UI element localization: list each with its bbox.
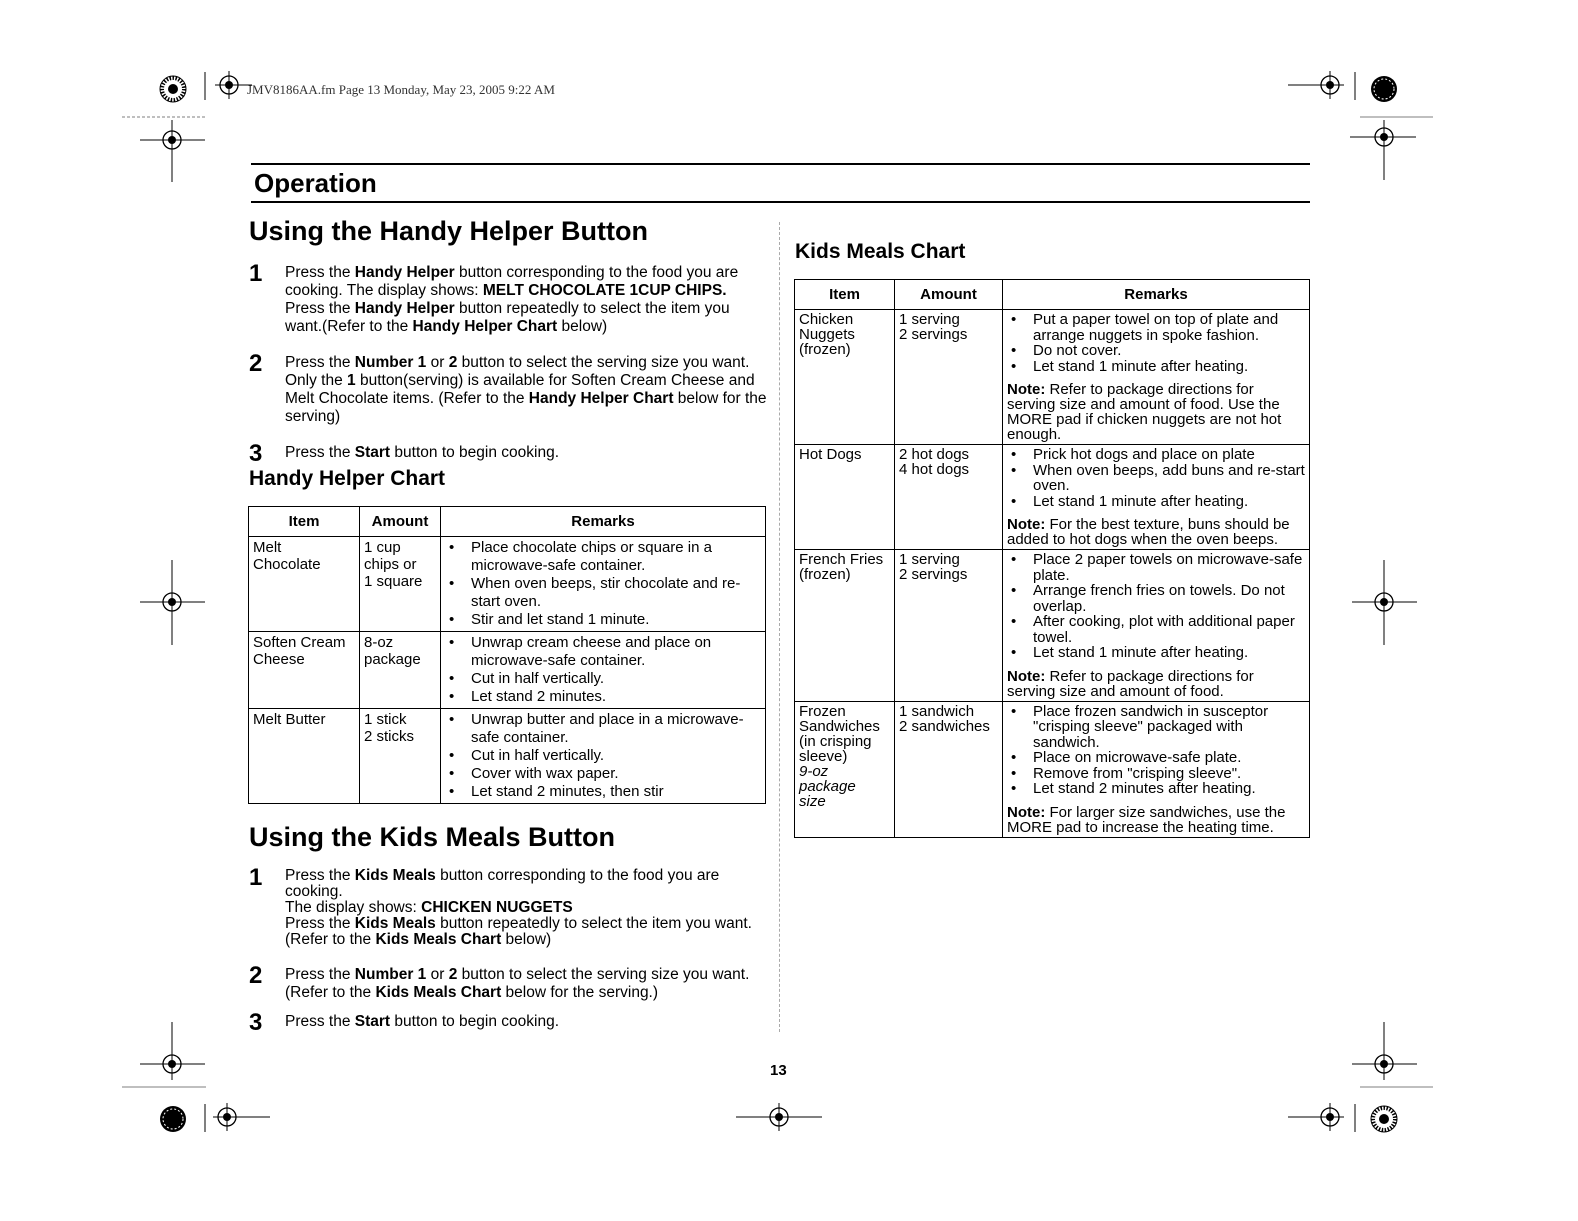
step-number: 1 xyxy=(249,260,263,287)
cell-amount: 1 serving 2 servings xyxy=(895,550,1003,702)
remark-item: • Cut in half vertically. xyxy=(445,747,761,765)
remark-item: • Let stand 2 minutes. xyxy=(445,688,761,706)
table-row xyxy=(249,709,766,804)
remark-item: • Do not cover. xyxy=(1007,343,1305,359)
step-number: 1 xyxy=(249,864,263,891)
kids-step-2 xyxy=(249,962,769,1002)
remark-item: • Place on microwave-safe plate. xyxy=(1007,750,1305,766)
remark-item: • Put a paper towel on top of plate and arrange nuggets in spoke fashion. xyxy=(1007,312,1305,343)
header-remarks: Remarks xyxy=(441,507,766,537)
step-line: Press the Start button to begin cooking. xyxy=(285,444,560,461)
remark-item: • Prick hot dogs and place on plate xyxy=(1007,447,1305,463)
remark-note: Note: For larger size sandwiches, use the MORE pad to increase the heating time. xyxy=(1007,803,1286,836)
table-row xyxy=(795,701,1310,837)
step-number: 2 xyxy=(249,962,263,989)
cell-item-size: 9-oz package size xyxy=(799,762,856,810)
table-header-row xyxy=(795,280,1310,310)
step-line: Press the Kids Meals button corresponding to the food you are cooking. xyxy=(285,867,720,900)
cell-remarks xyxy=(441,632,766,709)
remark-item: • Let stand 2 minutes after heating. xyxy=(1007,781,1305,797)
kids-step-1 xyxy=(249,864,769,948)
table-header-row xyxy=(249,507,766,537)
kids-meals-table xyxy=(794,279,1310,838)
step-line: Press the Start button to begin cooking. xyxy=(285,1013,560,1030)
step-text xyxy=(285,354,769,426)
step-line: Press the Kids Meals button repeatedly to select the item you want.(Refer to the Kids Meals Chart below) xyxy=(285,915,752,948)
cell-item: Soften Cream Cheese xyxy=(249,632,360,709)
handy-helper-title: Using the Handy Helper Button xyxy=(249,216,649,246)
table-row xyxy=(249,537,766,632)
step-number: 3 xyxy=(249,440,263,467)
header-item: Item xyxy=(795,280,895,310)
remark-item: • When oven beeps, stir chocolate and re-start oven. xyxy=(445,575,761,611)
step-line: The display shows: CHICKEN NUGGETS xyxy=(285,899,573,916)
header-amount: Amount xyxy=(360,507,441,537)
remark-item: • Unwrap butter and place in a microwave-safe container. xyxy=(445,711,761,747)
cell-remarks xyxy=(441,709,766,804)
handy-helper-table xyxy=(248,506,766,804)
handy-step-2 xyxy=(249,350,769,426)
page-number: 13 xyxy=(770,1062,787,1079)
cell-remarks xyxy=(441,537,766,632)
remarks-list xyxy=(445,539,761,629)
table-row xyxy=(249,632,766,709)
handy-step-3 xyxy=(249,440,769,467)
remark-item: • Unwrap cream cheese and place on microwave-safe container. xyxy=(445,634,761,670)
kids-meals-title: Using the Kids Meals Button xyxy=(249,822,616,852)
remark-note: Note: Refer to package directions for serving size and amount of food. Use the MORE pad if chicken nuggets are not hot enough. xyxy=(1007,381,1282,443)
cell-amount: 1 serving 2 servings xyxy=(895,310,1003,445)
table-row xyxy=(795,445,1310,550)
remarks-list xyxy=(445,711,761,801)
header-amount: Amount xyxy=(895,280,1003,310)
remarks-list xyxy=(1007,704,1305,797)
note-label: Note: xyxy=(1007,516,1046,533)
remark-item: • Let stand 1 minute after heating. xyxy=(1007,645,1305,661)
cell-item: Melt Butter xyxy=(249,709,360,804)
remark-item: • Let stand 1 minute after heating. xyxy=(1007,494,1305,510)
remark-item: • Place chocolate chips or square in a microwave-safe container. xyxy=(445,539,761,575)
column-divider xyxy=(779,222,780,1032)
cell-amount: 8-oz package xyxy=(360,632,441,709)
remarks-list xyxy=(1007,552,1305,661)
remark-note: Note: For the best texture, buns should be added to hot dogs when the oven beeps. xyxy=(1007,516,1290,548)
header-rule-top xyxy=(251,163,1310,165)
remark-item: • Let stand 1 minute after heating. xyxy=(1007,359,1305,375)
step-line: Press the Handy Helper button repeatedly to select the item you want.(Refer to the Handy Helper Chart below) xyxy=(285,300,730,335)
cell-amount: 2 hot dogs 4 hot dogs xyxy=(895,445,1003,550)
step-text xyxy=(285,444,769,462)
kids-meals-chart-title: Kids Meals Chart xyxy=(795,240,966,263)
remark-item: • Let stand 2 minutes, then stir xyxy=(445,783,761,801)
cell-remarks xyxy=(1003,445,1310,550)
kids-step-3 xyxy=(249,1009,769,1036)
step-text xyxy=(285,868,769,948)
header-rule-bottom xyxy=(251,201,1310,203)
cell-item: Hot Dogs xyxy=(795,445,895,550)
remark-item: • Stir and let stand 1 minute. xyxy=(445,611,761,629)
section-title: Operation xyxy=(254,168,377,198)
cell-remarks xyxy=(1003,550,1310,702)
table-row xyxy=(795,310,1310,445)
step-line: Press the Handy Helper button corresponding to the food you are cooking. The display shows: MELT CHOCOLATE 1CUP CHIPS. xyxy=(285,264,739,299)
handy-helper-chart-title: Handy Helper Chart xyxy=(249,467,446,490)
remark-item: • When oven beeps, add buns and re-start oven. xyxy=(1007,463,1305,494)
remark-item: • Cover with wax paper. xyxy=(445,765,761,783)
cell-amount: 1 cup chips or 1 square xyxy=(360,537,441,632)
header-item: Item xyxy=(249,507,360,537)
cell-item: Chicken Nuggets (frozen) xyxy=(795,310,895,445)
cell-item: Melt Chocolate xyxy=(249,537,360,632)
cell-remarks xyxy=(1003,701,1310,837)
step-number: 2 xyxy=(249,350,263,377)
step-line: Press the Number 1 or 2 button to select the serving size you want. Only the 1 button(serving) is available for Soften Cream Cheese and Melt Chocolate items. (Refer to the Handy Helper Chart below for the serving) xyxy=(285,354,767,425)
cell-amount: 1 sandwich 2 sandwiches xyxy=(895,701,1003,837)
remarks-list xyxy=(1007,447,1305,509)
remark-item: • Arrange french fries on towels. Do not overlap. xyxy=(1007,583,1305,614)
step-text xyxy=(285,966,769,1002)
table-row xyxy=(795,550,1310,702)
file-info: JMV8186AA.fm Page 13 Monday, May 23, 2005 9:22 AM xyxy=(247,82,555,97)
handy-step-1 xyxy=(249,260,769,336)
cell-item: Frozen Sandwiches (in crisping sleeve) 9-oz package size xyxy=(795,701,895,837)
cell-item: French Fries (frozen) xyxy=(795,550,895,702)
remark-item: • Place frozen sandwich in susceptor "crisping sleeve" packaged with sandwich. xyxy=(1007,704,1305,751)
note-label: Note: xyxy=(1007,381,1046,398)
remarks-list xyxy=(1007,312,1305,374)
cell-remarks xyxy=(1003,310,1310,445)
remark-item: • Cut in half vertically. xyxy=(445,670,761,688)
step-text xyxy=(285,1013,769,1031)
note-label: Note: xyxy=(1007,667,1046,685)
remark-item: • Remove from "crisping sleeve". xyxy=(1007,766,1305,782)
step-number: 3 xyxy=(249,1009,263,1036)
note-label: Note: xyxy=(1007,803,1046,821)
cell-amount: 1 stick 2 sticks xyxy=(360,709,441,804)
remark-item: • Place 2 paper towels on microwave-safe plate. xyxy=(1007,552,1305,583)
remark-item: • After cooking, plot with additional paper towel. xyxy=(1007,614,1305,645)
step-text xyxy=(285,264,769,336)
remarks-list xyxy=(445,634,761,706)
step-line: Press the Number 1 or 2 button to select the serving size you want. (Refer to the Kids Meals Chart below for the serving.) xyxy=(285,966,750,1001)
header-remarks: Remarks xyxy=(1003,280,1310,310)
remark-note: Note: Refer to package directions for serving size and amount of food. xyxy=(1007,667,1254,700)
